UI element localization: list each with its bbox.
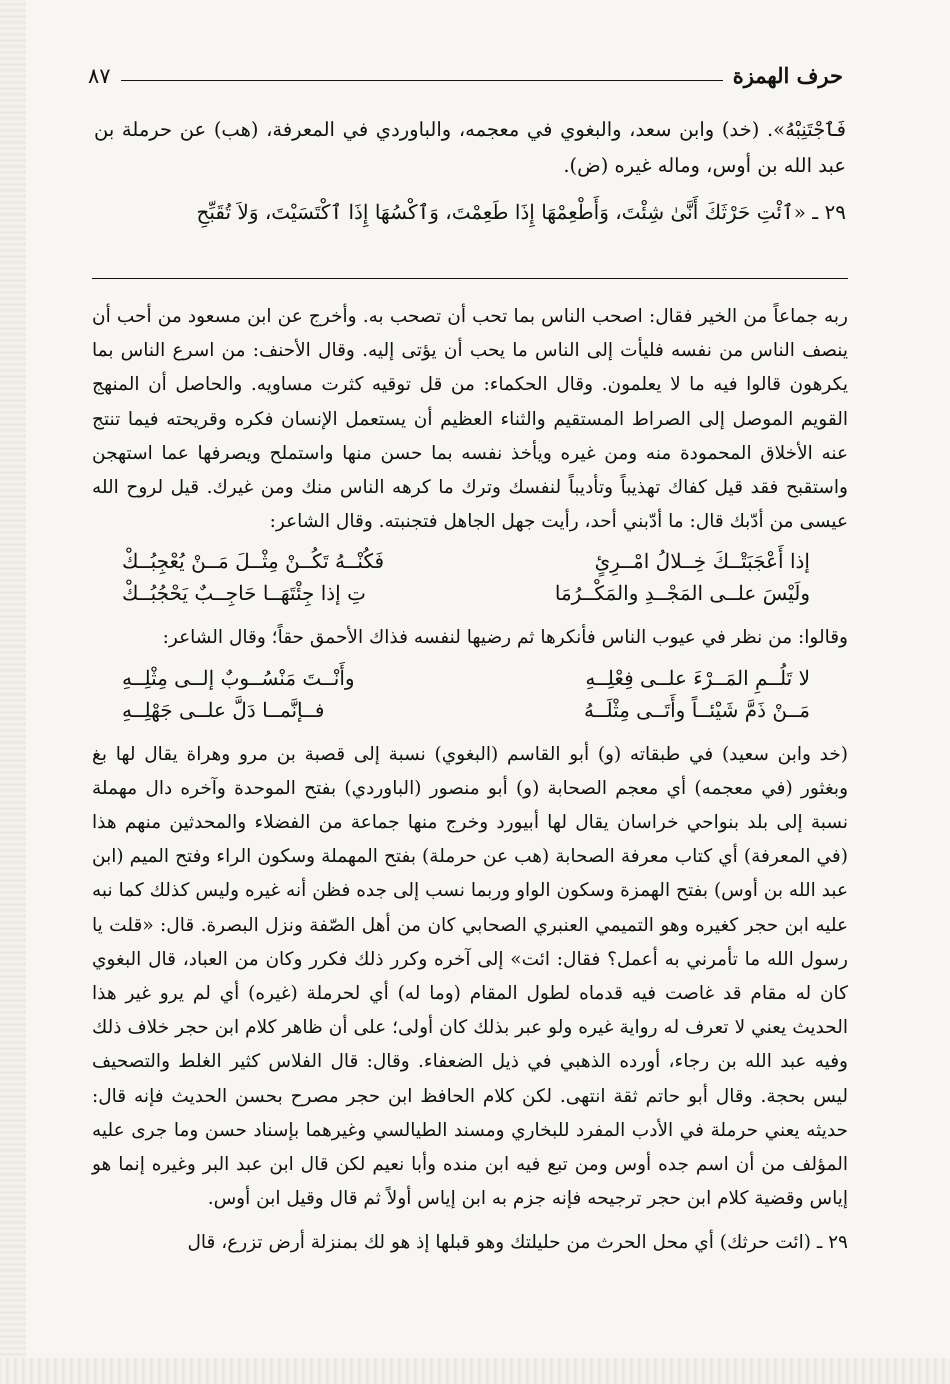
poem-verse — [92, 662, 848, 694]
matn-section — [94, 112, 846, 230]
poem-verse — [92, 577, 848, 609]
commentary-paragraph-3: (خد وابن سعيد) في طبقاته (و) أبو القاسم (البغوي) نسبة إلى قصبة بن مرو وهراة يقال لها بغ وبغثور (في معجمه) أي معجم الصحابة (و) أبو منصور (الباوردي) بفتح الموحدة وآخره دال مهملة نسبة إلى بلد بنواحي خراسان يقال لها أبيورد وخرج منها جماعة من الفضلاء والمحدثين منهم هذا (في المعرفة) أي كتاب معرفة الصحابة (هب عن حرملة) بفتح المهملة وسكون الراء وفتح الميم (ابن عبد الله بن أوس) بفتح الهمزة وسكون الواو وربما نسب إلى جده فظن أنه غيره وليس كذلك كما نبه عليه ابن حجر كغيره وهو التميمي العنبري الصحابي كان من أهل الصّفة ونزل البصرة. قال: «قلت يا رسول الله ما تأمرني به أعمل؟ فقال: ائت» إلى آخره وكرر ذلك فكرر وكان من العباد، قال البغوي كان له مقام قد غاصت فيه قدماه لطول المقام (وما له) أي لحرملة (غيره) أي لم يرو غير هذا الحديث يعني لا تعرف له رواية غيره ولو عبر بذلك كان أولى؛ على أن ظاهر كلام ابن حجر خلاف ذلك وفيه عبد الله بن رجاء، أورده الذهبي في ذيل الضعفاء. وقال: قال الفلاس كثير الغلط والتصحيف ليس بحجة. وقال أبو حاتم ثقة انتهى. لكن كلام الحافظ ابن حجر مصرح بحسن الحديث فإنه قال: حديثه يعني حرملة في الأدب المفرد للبخاري ومسند الطيالسي وغيرهما بإسناد حسن وما جرى عليه المؤلف من أن اسم جده أوس ومن تبع فيه ابن منده وأبا نعيم لكن قال ابن عبد البر وغيره إنما هو إياس وقضية كلام ابن حجر ترجيحه فإنه جزم به ابن إياس أولاً ثم قال وقيل ابن أوس. — [92, 743, 848, 1210]
verse-second-hemistich: فَكُنْــهُ تَكُــنْ مِثْــلَ مَــنْ يُعْجِبُــكْ — [122, 549, 385, 574]
commentary-entry-29: ٢٩ ـ (ائت حرثك) أي محل الحرث من حليلتك وهو قبلها إذ هو لك بمنزلة أرض تزرع، قال — [187, 1232, 848, 1254]
poem-1 — [92, 545, 848, 609]
verse-first-hemistich: إذا أَعْجَبَتْــكَ خِــلالُ امْــرِئٍ — [594, 549, 810, 574]
poem-verse — [92, 694, 848, 726]
verse-first-hemistich: لا تَلُــمِ المَــرْءَ علــى فِعْلِــهِ — [585, 665, 810, 690]
scan-edge-bottom — [0, 1358, 950, 1384]
hadith-29-text: ٢٩ ـ «ٱئْتِ حَرْثَكَ أَنَّىٰ شِئْتَ، وَأَطْعِمْهَا إِذَا طَعِمْتَ، وَٱكْسُهَا إِذَا ٱكْتَسَيْتَ، وَلاَ تُقَبِّحِ — [196, 200, 846, 224]
verse-first-hemistich: مَــنْ ذَمَّ شَيْئــاً وأَتَــى مِثْلَــهُ — [584, 697, 810, 722]
running-title: حرف الهمزة — [732, 63, 843, 88]
commentary-paragraph-2: وقالوا: من نظر في عيوب الناس فأنكرها ثم رضيها لنفسه فذاك الأحمق حقاً؛ وقال الشاعر: — [162, 627, 848, 649]
verse-second-hemistich: وأَنْــتَ مَنْسُــوبٌ إلــى مِثْلِــهِ — [122, 665, 355, 690]
poem-verse — [92, 545, 848, 577]
section-divider — [92, 278, 848, 279]
poem-2 — [92, 662, 848, 726]
verse-first-hemistich: ولَيْسَ علــى المَجْــدِ والمَكْــرُمَا — [554, 581, 810, 606]
commentary-paragraph-1: ربه جماعاً من الخير فقال: اصحب الناس بما تحب أن تصحب به. وأخرج عن ابن مسعود من أحب أن ينصف الناس من نفسه فليأت إلى الناس ما يحب أن يؤتى إليه. وقال الأحنف: من اسرع الناس بما يكرهون قالوا فيه ما لا يعلمون. وقال الحكماء: من قل توقيه كثرت مساويه. والحاصل أن المنهج القويم الموصل إلى الصراط المستقيم والثناء العظيم أن يستعمل الإنسان فكره وقريحته فيما تنتج عنه الأخلاق المحمودة منه ومن غيره ويأخذ نفسه بما حسن منها واستملح ويصرفها عما استهجن واستقبح فقد قيل كفاك تهذيباً وتأديباً لنفسك وترك ما كرهه الناس منك ومن غيرك. قيل لروح الله عيسى من أدّبك قال: ما أدّبني أحد، رأيت جهل الجاهل فتجنبته. وقال الشاعر: — [92, 306, 848, 533]
scan-edge-left — [0, 0, 26, 1384]
page-number: ٨٧ — [88, 64, 111, 88]
matn-paragraph: فَٱجْتَنِبْهُ». (خد) وابن سعد، والبغوي في معجمه، والباوردي في المعرفة، (هب) عن حرملة بن عبد الله بن أوس، وماله غيره (ض). — [94, 118, 846, 177]
verse-second-hemistich: تِ إذا جِئْتَهَــا حَاجِــبٌ يَحْجُبُــكْ — [122, 581, 366, 606]
header-rule — [121, 80, 723, 81]
sharh-commentary — [92, 300, 848, 1261]
page-header — [88, 54, 843, 88]
verse-second-hemistich: فــإنَّمــا دَلَّ علــى جَهْلِــهِ — [122, 697, 325, 722]
